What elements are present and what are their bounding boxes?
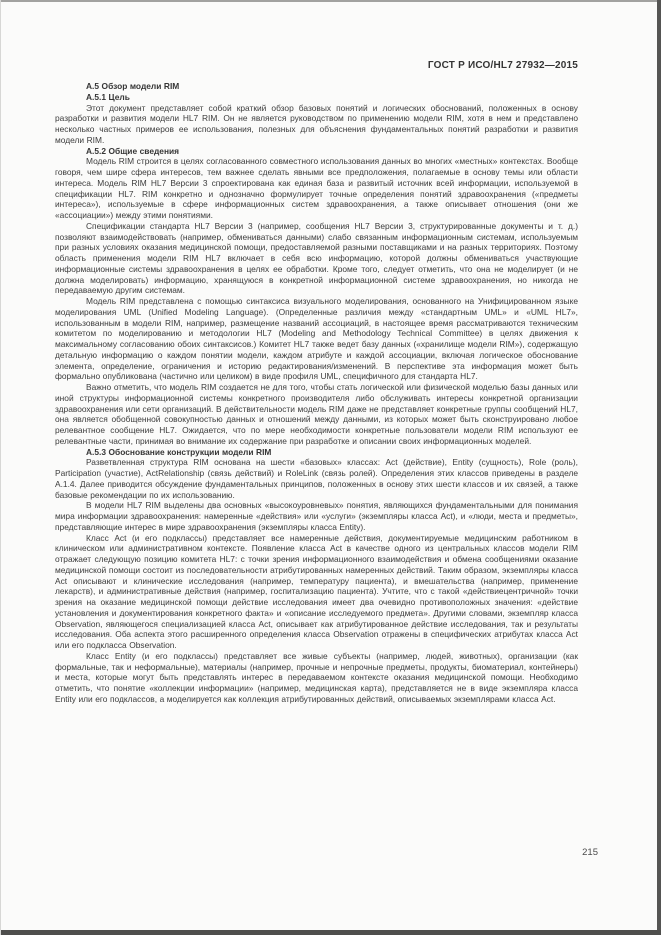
page-number: 215 [582,847,598,858]
scan-edge-left [0,0,1,935]
running-header: ГОСТ Р ИСО/HL7 27932—2015 [427,60,578,71]
section-heading-a5-3: А.5.3 Обоснование конструкции модели RIM [86,446,272,457]
body-paragraph: Модель RIM строится в целях согласованного совместного использования данных во многих «местных» контекстах. Вообще говоря, чем шире сфера интересов, тем важнее сделать явными все предположения, полагаемые в основу темы или области интереса. Модель RIM HL7 Версии 3 спроектирована как единая база и развитый источник всей информации, используемой в спецификации HL7. RIM конкретно и однозначно формулирует точные определения понятий здравоохранения («предметы интереса»), используемые в сфере информационных систем здравоохранения, а также описывает отношения (они же «ассоциации») между этими понятиями. [55,156,578,220]
section-heading-a5-2: А.5.2 Общие сведения [86,145,180,156]
section-heading-a5: А.5 Обзор модели RIM [86,81,180,91]
body-paragraph: Этот документ представляет собой краткий обзор базовых понятий и логических обоснований, положенных в основу разработки и развития модели HL7 RIM. Он не является руководством по применению модели RIM, хотя в нем и представлено несколько частных примеров ее использования, полезных для объяснения фундаментальных понятий разработки и развития модели RIM. [55,102,578,145]
body-paragraph: В модели HL7 RIM выделены два основных «высокоуровневых» понятия, являющихся фундаментальными для понимания мира информации здравоохранения: намеренные «действия» или «услуги» (экземпляры класса Act), и «люди, места и предметы», представляющие интерес в мире здравоохранения (экземпляры класса Entity). [55,500,578,532]
body-paragraph: Спецификации стандарта HL7 Версии 3 (например, сообщения HL7 Версии 3, структурированные документы и т. д.) позволяют взаимодействовать (например, обмениваться данными) слабо связанным информационным системам, используемым при разных условиях оказания медицинской помощи, предоставляемой разными поставщиками и на разных территориях. Поэтому область применения модели RIM HL7 включает в себя всю информацию, которой должны обмениваться участвующие информационные системы здравоохранения в целях ее обработки. Кроме того, следует отметить, что она не моделирует (и не должна моделировать) информацию, хранящуюся в конкретной информационной системе здравоохранения, но никогда не передаваемую другим системам. [55,220,578,296]
scan-edge-right [657,0,661,935]
body-paragraph: Разветвленная структура RIM основана на шести «базовых» классах: Act (действие), Entity (сущность), Role (роль), Participation (участие), ActRelationship (связь действий) и RoleLink (связь ролей). Определения этих классов приведены в разделе А.1.4. Далее приводится обсуждение фундаментальных принципов, положенных в основу этих шести классов и их связей, а также базовые рекомендации по их использованию. [55,457,578,500]
body-paragraph: Класс Act (и его подклассы) представляет все намеренные действия, документируемые медицинским работником в клиническом или административном контексте. Появление класса Act в качестве одного из центральных классов модели RIM отражает следующую позицию комитета HL7: с точки зрения информационного взаимодействия и обмена сообщениями оказание медицинской помощи состоит из последовательности атрибутированных намеренных действий. Таким образом, экземпляры класса Act описывают и клинические исследования (например, температуру пациента), и вмешательства (например, применение лекарств), и административные действия (например, госпитализацию пациента). Учтите, что с такой «действиецентричной» точки зрения на оказание медицинской помощи действие исследования имеет два очевидно противоположных значения: «действие установления и документирования конкретного факта» и «описание исследуемого предмета». Другими словами, экземпляр класса Observation, являющегося специализацией класса Act, описывает как атрибутированное действие исследования, так и результаты исследования. Оба аспекта этого расширенного определения класса Observation отражены в специфических атрибутах класса Act или его подкласса Observation. [55,532,578,650]
scan-edge-top [0,0,661,2]
body-paragraph: Важно отметить, что модель RIM создается не для того, чтобы стать логической или физической моделью базы данных или иной структуры информационной системы конкретного производителя либо обслуживать интересы конкретной организации здравоохранения или сети организаций. В действительности модель RIM даже не представляет конкретные группы сообщений HL7, она является обобщенной совокупностью данных и отношений между данными, из которых может быть сконструировано любое релевантное сообщение HL7. Ожидается, что по мере необходимости конкретные пользователи модели RIM используют ее релевантные части, принимая во внимание их содержание при разработке и описании своих информационных моделей. [55,382,578,446]
body-paragraph: Модель RIM представлена с помощью синтаксиса визуального моделирования, основанного на Унифицированном языке моделирования UML (Unified Modeling Language). (Определенные различия между «стандартным UML» и «UML HL7», использованным в модели RIM, например, размещение названий ассоциаций, в настоящее время рассматриваются техническим комитетом по моделированию и методологии HL7 (Modeling and Methodology Technical Committee) в целях движения к максимальному согласованию обоих синтаксисов.) Комитет HL7 также ведет базу данных («хранилище модели RIM»), содержащую детальную информацию о каждом понятии модели, каждом атрибуте и каждой ассоциации, включая логическое обоснование элемента, определение, ограничения и историю редактирования/изменений. В перспективе эта информация может быть формально опубликована (частично или целиком) в виде профиля UML, специфичного для стандарта HL7. [55,296,578,382]
body-paragraph: Класс Entity (и его подклассы) представляет все живые субъекты (например, людей, животных), организации (как формальные, так и неформальные), материалы (например, прочные и непрочные предметы, продукты, биоматериал, контейнеры) и места, которые могут быть представлять интерес в передаваемом контексте оказания медицинской помощи. Необходимо отметить, что понятие «коллекции информации» (например, медицинская карта), представляется не в виде экземпляра класса Entity или его подклассов, а моделируется как коллекция атрибутированных действий, описываемых экземплярами класса Act. [55,650,578,704]
scan-edge-bottom [0,930,661,935]
section-heading-a5-1: А.5.1 Цель [86,91,130,102]
document-body [55,81,578,705]
